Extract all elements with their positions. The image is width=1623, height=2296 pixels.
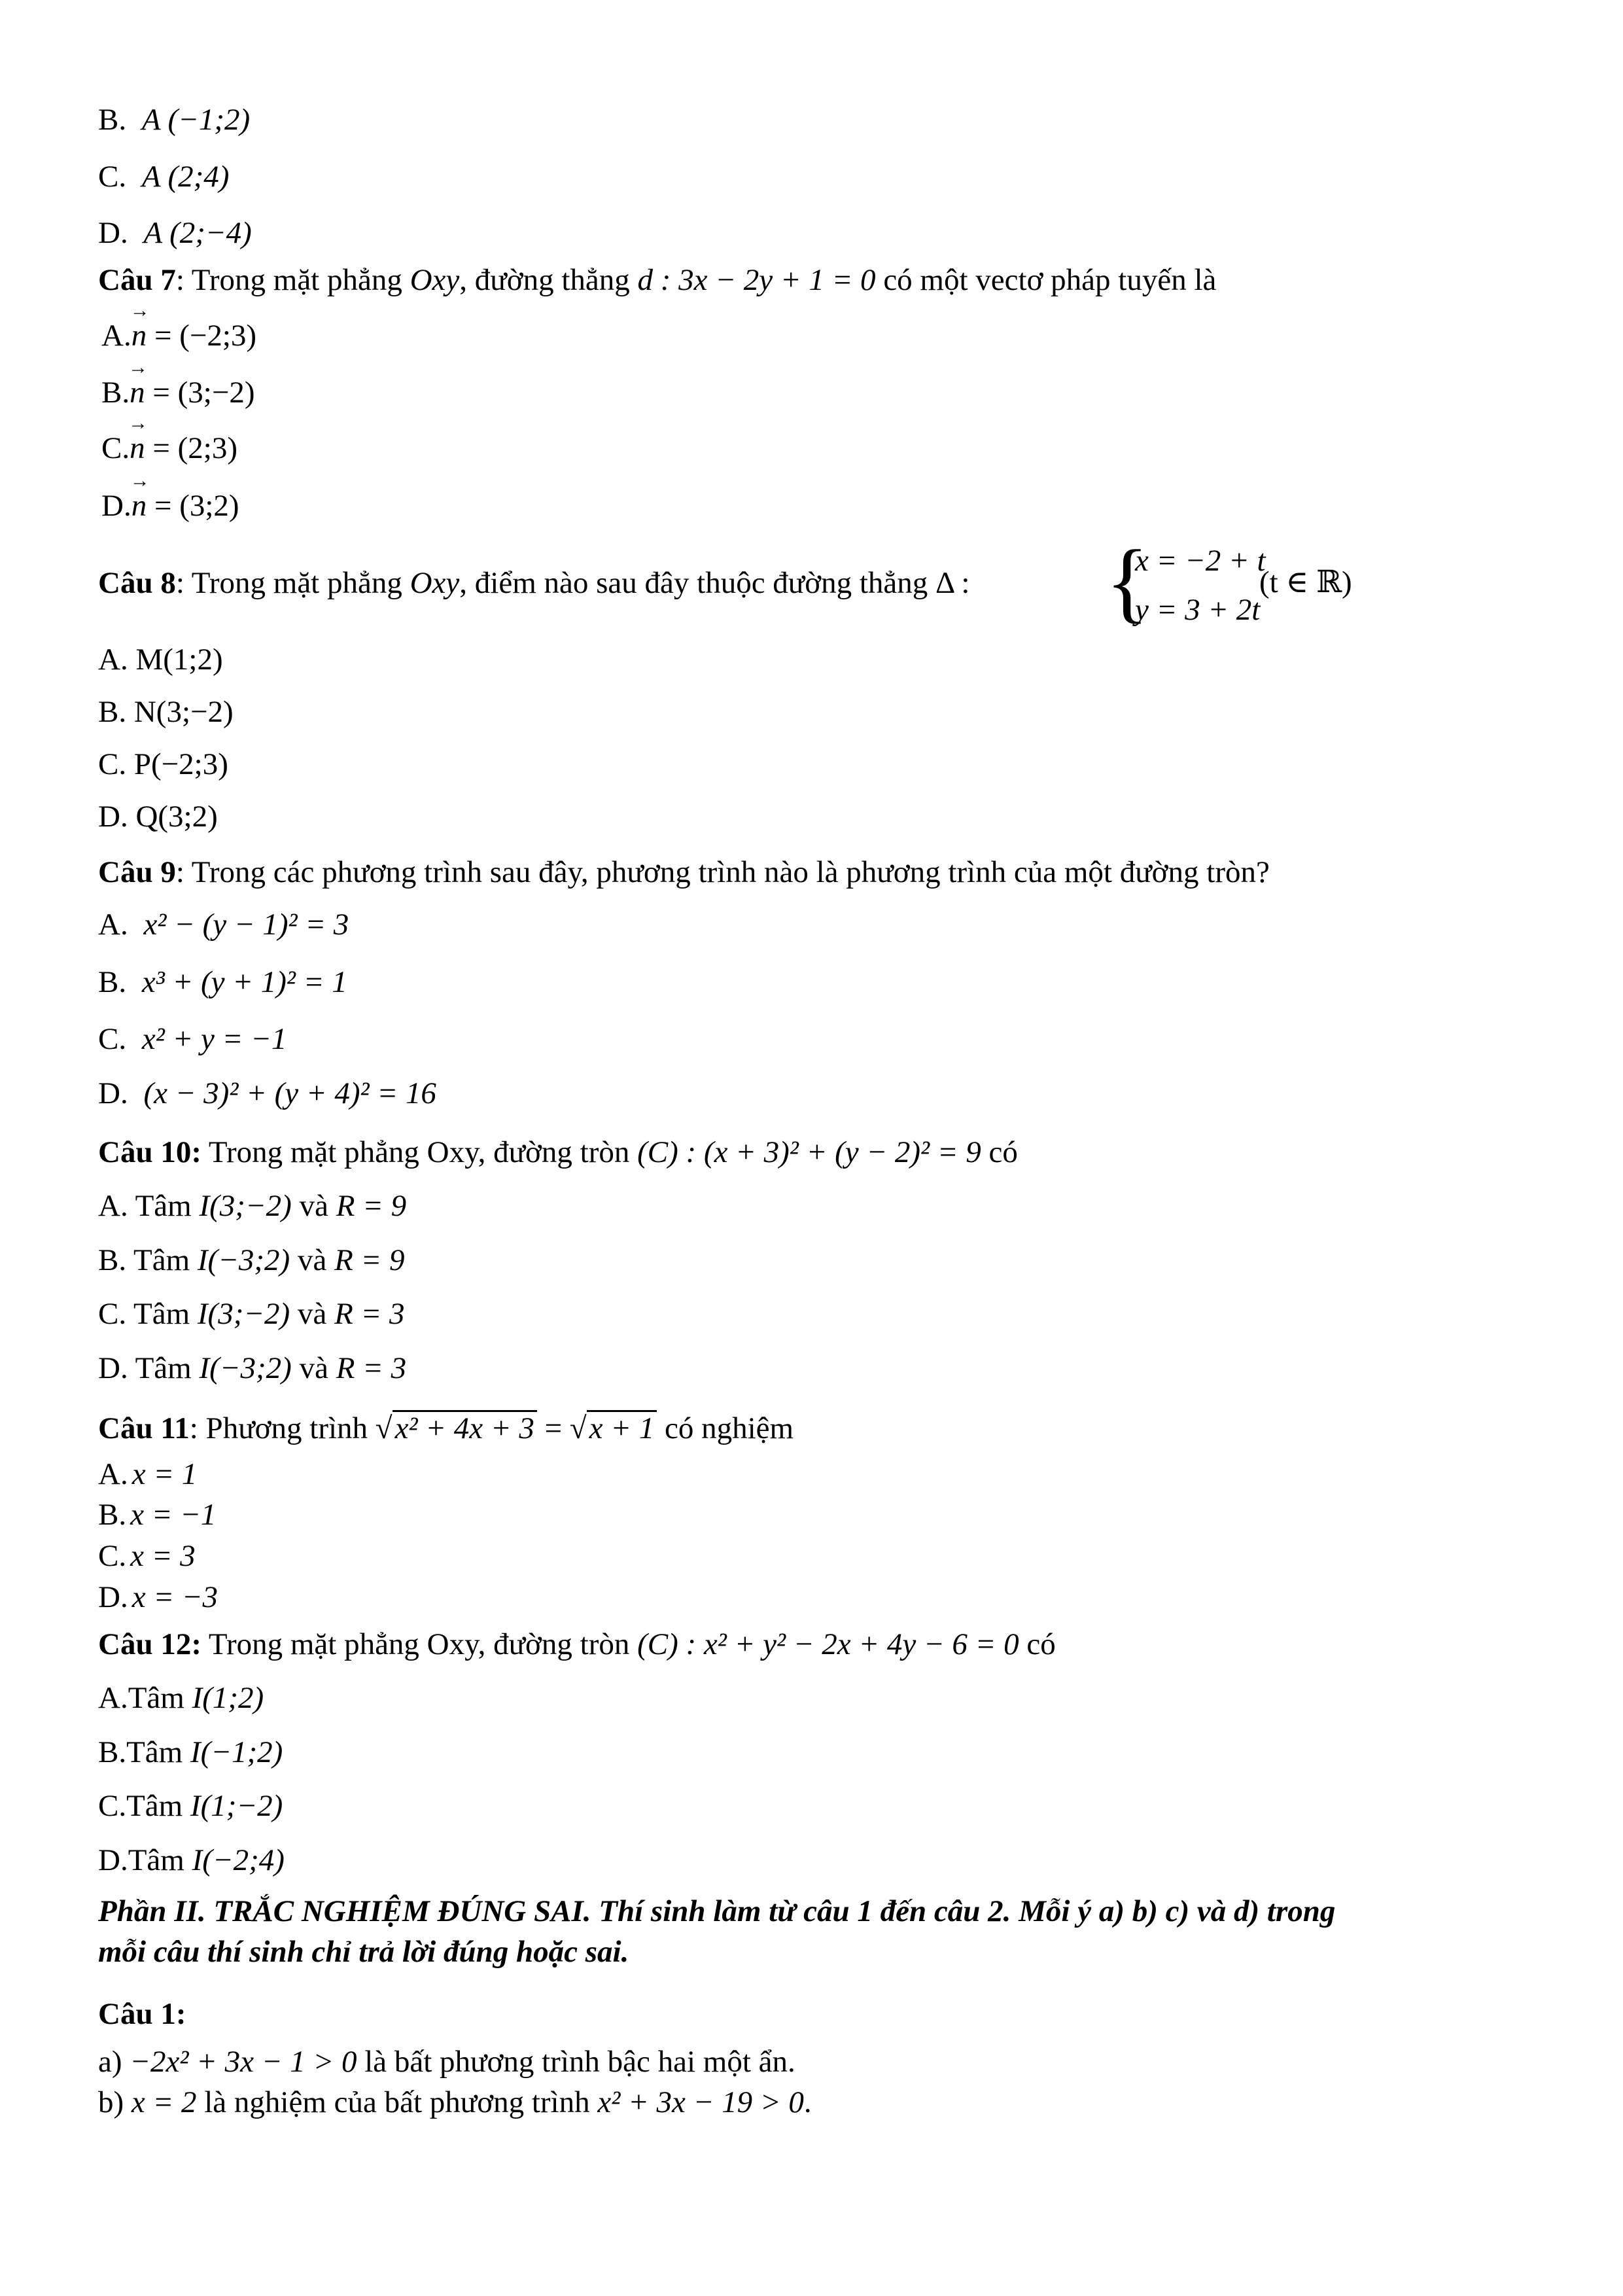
q11-option-a: A. x = 1 [98,1457,198,1491]
part2-heading-line-1: Phần II. TRẮC NGHIỆM ĐÚNG SAI. Thí sinh làm từ câu 1 đến câu 2. Mỗi ý a) b) c) và d) trong [98,1894,1336,1928]
q8-option-a: A. M(1;2) [98,643,223,677]
q9-option-b: B. x³ + (y + 1)² = 1 [98,965,347,999]
q10-option-a: A. Tâm I(3;−2) và R = 9 [98,1189,407,1223]
q7-option-b: B.n → = (3;−2) [101,378,254,408]
q8-param: (t ∈ ℝ) [1259,565,1352,599]
q8-system-line-1: x = −2 + t [1135,544,1266,578]
q7-option-a: A.n → = (−2;3) [101,321,256,351]
q12-option-d: D.Tâm I(−2;4) [98,1843,285,1877]
q12-stem: Câu 12: Trong mặt phẳng Oxy, đường tròn (C) : x² + y² − 2x + 4y − 6 = 0 có [98,1627,1056,1661]
q6-option-b: B. A (−1;2) [98,103,251,137]
q8-option-c: C. P(−2;3) [98,747,228,781]
q8-option-b: B. N(3;−2) [98,695,234,729]
q10-option-c: C. Tâm I(3;−2) và R = 3 [98,1297,405,1331]
q9-option-d: D. (x − 3)² + (y + 4)² = 16 [98,1076,436,1110]
q12-option-b: B.Tâm I(−1;2) [98,1735,283,1769]
q12-option-c: C.Tâm I(1;−2) [98,1789,283,1823]
q6-option-d: D. A (2;−4) [98,216,252,250]
system-brace: { [1106,531,1149,631]
part2-q1-title: Câu 1: [98,1997,186,2031]
q9-stem: Câu 9: Trong các phương trình sau đây, phương trình nào là phương trình của một đường tròn? [98,855,1270,889]
q10-stem: Câu 10: Trong mặt phẳng Oxy, đường tròn (C) : (x + 3)² + (y − 2)² = 9 có [98,1135,1018,1169]
q12-option-a: A.Tâm I(1;2) [98,1681,264,1715]
q9-option-a: A. x² − (y − 1)² = 3 [98,908,349,942]
q7-stem: Câu 7: Trong mặt phẳng Oxy, đường thẳng d : 3x − 2y + 1 = 0 có một vectơ pháp tuyến là [98,263,1217,297]
q11-option-d: D. x = −3 [98,1580,218,1614]
q8-system-line-2: y = 3 + 2t [1135,593,1261,627]
sqrt-left: √x² + 4x + 3 [375,1411,537,1445]
part2-heading-line-2: mỗi câu thí sinh chỉ trả lời đúng hoặc sai. [98,1935,629,1969]
q11-option-b: B. x = −1 [98,1498,217,1532]
q11-option-c: C. x = 3 [98,1539,196,1573]
sqrt-right: √x + 1 [570,1411,657,1445]
q6-option-c: C. A (2;4) [98,160,230,194]
q7-option-c: C.n → = (2;3) [101,433,237,464]
q10-option-d: D. Tâm I(−3;2) và R = 3 [98,1351,407,1385]
q7-option-d: D.n → = (3;2) [101,491,239,521]
q9-option-c: C. x² + y = −1 [98,1022,287,1056]
part2-q1-b: b) x = 2 là nghiệm của bất phương trình x² + 3x − 19 > 0. [98,2085,812,2119]
part2-q1-a: a) −2x² + 3x − 1 > 0 là bất phương trình bậc hai một ẩn. [98,2045,795,2079]
q10-option-b: B. Tâm I(−3;2) và R = 9 [98,1243,405,1277]
q11-stem: Câu 11: Phương trình √x² + 4x + 3 = √x + 1 có nghiệm [98,1411,794,1445]
q8-stem: Câu 8: Trong mặt phẳng Oxy, điểm nào sau đây thuộc đường thẳng Δ : [98,566,970,600]
q8-option-d: D. Q(3;2) [98,800,218,834]
